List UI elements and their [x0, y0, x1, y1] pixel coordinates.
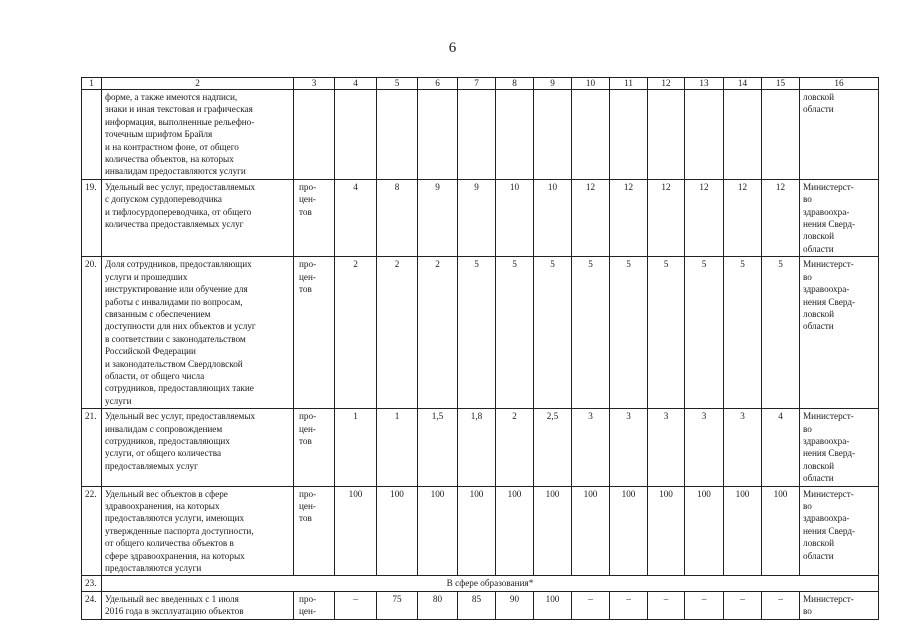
year-value: 1: [377, 409, 418, 486]
empty-cell: [724, 90, 762, 180]
year-value: 100: [648, 486, 685, 576]
year-value: 3: [685, 409, 724, 486]
column-number-16: 16: [800, 78, 879, 90]
year-value: 5: [458, 257, 496, 409]
year-value: 100: [685, 486, 724, 576]
row-number: 22.: [82, 486, 102, 576]
indicator-description: Удельный вес введенных с 1 июля 2016 года в эксплуатацию объектов: [102, 591, 294, 619]
year-value: 2,5: [534, 409, 572, 486]
table-row: [82, 409, 879, 486]
column-number-13: 13: [685, 78, 724, 90]
year-value: 3: [572, 409, 610, 486]
year-value: 9: [418, 179, 458, 256]
year-value: 100: [762, 486, 800, 576]
year-value: 100: [496, 486, 534, 576]
year-value: 100: [610, 486, 648, 576]
year-value: 10: [534, 179, 572, 256]
indicator-description: Удельный вес услуг, предоставляемых с допуском сурдопереводчика и тифлосурдопереводчика, от общего количества предоставляемых услуг: [102, 179, 294, 256]
column-number-10: 10: [572, 78, 610, 90]
year-value: –: [724, 591, 762, 619]
year-value: –: [572, 591, 610, 619]
empty-cell: [762, 90, 800, 180]
unit-of-measure: про- цен- тов: [294, 257, 335, 409]
empty-cell: [458, 90, 496, 180]
year-value: 5: [496, 257, 534, 409]
empty-cell: [377, 90, 418, 180]
table-row: [82, 486, 879, 576]
column-number-7: 7: [458, 78, 496, 90]
row-number: 23.: [82, 576, 102, 591]
year-value: 2: [496, 409, 534, 486]
table-row: [82, 257, 879, 409]
year-value: 12: [762, 179, 800, 256]
section-row: [82, 576, 879, 591]
column-number-8: 8: [496, 78, 534, 90]
column-number-14: 14: [724, 78, 762, 90]
year-value: 3: [648, 409, 685, 486]
column-number-5: 5: [377, 78, 418, 90]
year-value: 80: [418, 591, 458, 619]
year-value: 1,8: [458, 409, 496, 486]
year-value: –: [762, 591, 800, 619]
year-value: 12: [572, 179, 610, 256]
year-value: 100: [534, 591, 572, 619]
year-value: 100: [534, 486, 572, 576]
year-value: 75: [377, 591, 418, 619]
section-title: В сфере образования*: [102, 576, 879, 591]
unit-of-measure: про- цен-: [294, 591, 335, 619]
year-value: 90: [496, 591, 534, 619]
year-value: 4: [762, 409, 800, 486]
empty-cell: [418, 90, 458, 180]
row-number: 19.: [82, 179, 102, 256]
column-number-3: 3: [294, 78, 335, 90]
indicator-description: Удельный вес услуг, предоставляемых инвалидам с сопровождением сотрудников, предоставляющих услуги, от общего количества предоставляемых услуг: [102, 409, 294, 486]
column-number-4: 4: [335, 78, 377, 90]
year-value: 9: [458, 179, 496, 256]
year-value: 5: [572, 257, 610, 409]
year-value: –: [685, 591, 724, 619]
year-value: –: [648, 591, 685, 619]
column-number-9: 9: [534, 78, 572, 90]
indicator-description: Доля сотрудников, предоставляющих услуги и прошедших инструктирование или обучение для работы с инвалидами по вопросам, связанным с обеспечением доступности для них объектов и услуг в соответствии с законодательством Российской Федерации и законодательством Свердловской области, от общего числа сотрудников, предоставляющих такие услуги: [102, 257, 294, 409]
indicator-description: Удельный вес объектов в сфере здравоохранения, на которых предоставляются услуги, имеющих утвержденные паспорта доступности, от общего количества объектов в сфере здравоохранения, на которых предоставляются услуги: [102, 486, 294, 576]
year-value: 100: [418, 486, 458, 576]
empty-cell: [496, 90, 534, 180]
year-value: 5: [724, 257, 762, 409]
year-value: 12: [724, 179, 762, 256]
year-value: 5: [534, 257, 572, 409]
year-value: 12: [685, 179, 724, 256]
row-number: 24.: [82, 591, 102, 619]
year-value: –: [610, 591, 648, 619]
year-value: 5: [648, 257, 685, 409]
table-row: [82, 179, 879, 256]
responsible-body: Министерст- во здравоохра- нения Сверд- ловской области: [800, 179, 879, 256]
year-value: 5: [685, 257, 724, 409]
empty-cell: [610, 90, 648, 180]
year-value: 100: [377, 486, 418, 576]
responsible-body: Министерст- во здравоохра- нения Сверд- ловской области: [800, 409, 879, 486]
year-value: 100: [572, 486, 610, 576]
year-value: 1,5: [418, 409, 458, 486]
year-value: 12: [648, 179, 685, 256]
row-number-cell: [82, 90, 102, 180]
responsible-body: Министерст- во: [800, 591, 879, 619]
page-number: 6: [448, 40, 457, 56]
column-number-6: 6: [418, 78, 458, 90]
unit-of-measure: про- цен- тов: [294, 179, 335, 256]
column-number-15: 15: [762, 78, 800, 90]
year-value: 3: [610, 409, 648, 486]
row-number: 21.: [82, 409, 102, 486]
year-value: 1: [335, 409, 377, 486]
year-value: 5: [610, 257, 648, 409]
year-value: –: [335, 591, 377, 619]
column-number-11: 11: [610, 78, 648, 90]
year-value: 3: [724, 409, 762, 486]
table-row-continuation: [82, 90, 879, 180]
responsible-body: ловской области: [800, 90, 879, 180]
responsible-body: Министерст- во здравоохра- нения Сверд- ловской области: [800, 257, 879, 409]
empty-cell: [572, 90, 610, 180]
empty-cell: [685, 90, 724, 180]
year-value: 2: [335, 257, 377, 409]
year-value: 100: [335, 486, 377, 576]
indicator-description: форме, а также имеются надписи, знаки и иная текстовая и графическая информация, выполненные рельефно- точечным шрифтом Брайля и на контрастном фоне, от общего количества объектов, на которых инвалидам предоставляются услуги: [102, 90, 294, 180]
year-value: 100: [724, 486, 762, 576]
unit-of-measure: про- цен- тов: [294, 486, 335, 576]
year-value: 8: [377, 179, 418, 256]
year-value: 2: [377, 257, 418, 409]
column-number-12: 12: [648, 78, 685, 90]
empty-cell: [534, 90, 572, 180]
empty-cell: [335, 90, 377, 180]
year-value: 10: [496, 179, 534, 256]
year-value: 2: [418, 257, 458, 409]
responsible-body: Министерст- во здравоохра- нения Сверд- ловской области: [800, 486, 879, 576]
year-value: 12: [610, 179, 648, 256]
empty-cell: [648, 90, 685, 180]
row-number: 20.: [82, 257, 102, 409]
year-value: 85: [458, 591, 496, 619]
column-number-row: [82, 78, 879, 90]
column-number-2: 2: [102, 78, 294, 90]
table-row: [82, 591, 879, 619]
year-value: 4: [335, 179, 377, 256]
unit-of-measure: про- цен- тов: [294, 409, 335, 486]
year-value: 5: [762, 257, 800, 409]
empty-cell: [294, 90, 335, 180]
column-number-1: 1: [82, 78, 102, 90]
year-value: 100: [458, 486, 496, 576]
indicators-table: [81, 77, 879, 620]
